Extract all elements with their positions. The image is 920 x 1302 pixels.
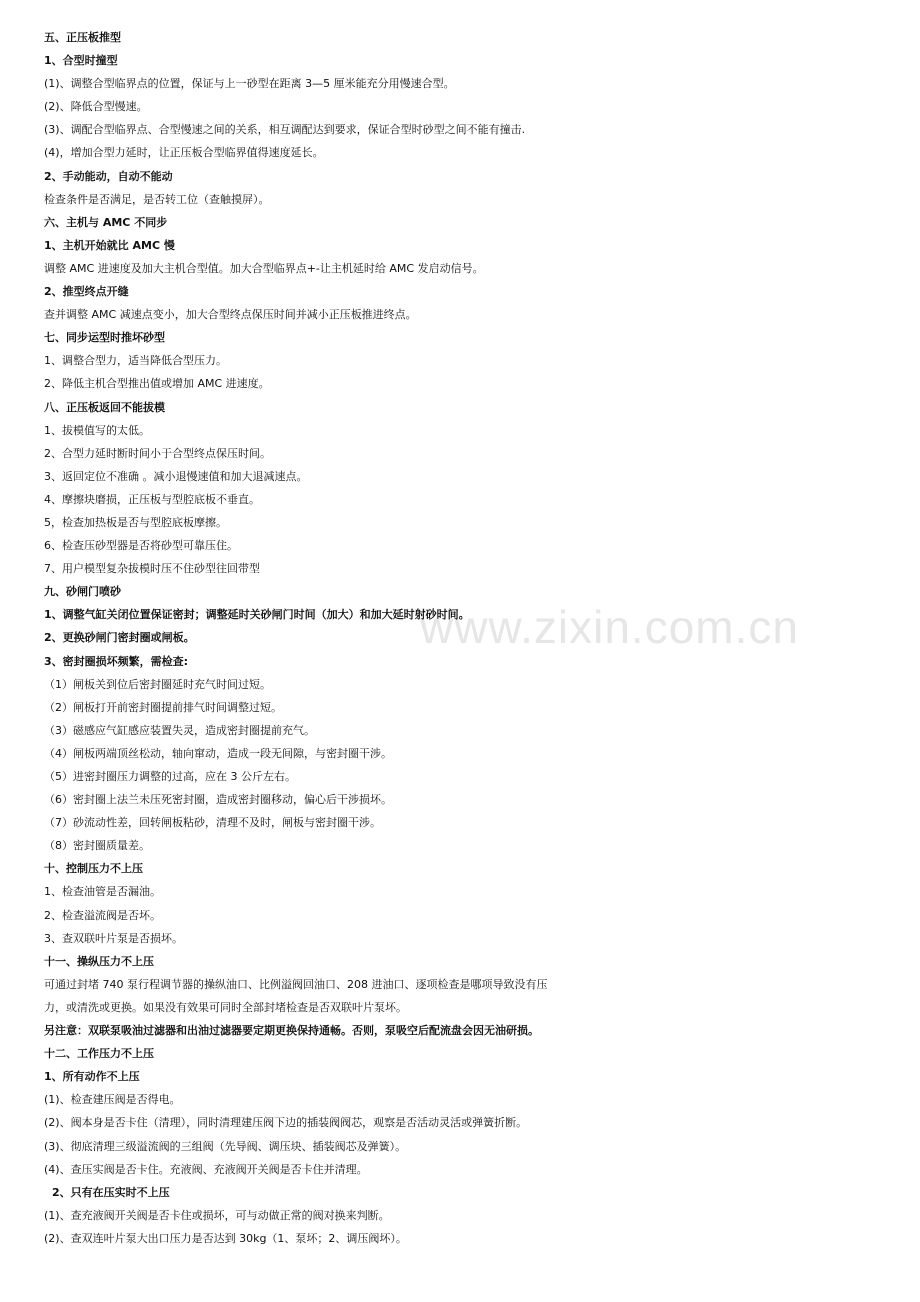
watermark: www.zixin.com.cn	[420, 601, 799, 653]
section-heading: 七、同步运型时推坏砂型	[44, 331, 165, 345]
text-line: （7）砂流动性差，回转闸板粘砂，清理不及时，闸板与密封圈干涉。	[44, 816, 381, 830]
section-heading: 六、主机与 AMC 不同步	[44, 215, 168, 229]
text-line: (4)、查压实阀是否卡住。充液阀、充液阀开关阀是否卡住并清理。	[44, 1162, 368, 1176]
section-heading: 五、正压板推型	[44, 31, 121, 44]
text-line: （1）闸板关到位后密封圈延时充气时间过短。	[44, 677, 271, 691]
text-line: (3)、彻底清理三级溢流阀的三组阀（先导阀、调压块、插装阀芯及弹簧）。	[44, 1139, 407, 1153]
section-heading: 2、手动能动，自动不能动	[44, 169, 173, 183]
section-heading: 3、密封圈损坏频繁，需检查:	[44, 654, 189, 668]
text-line: 检查条件是否满足，是否转工位（查触摸屏）。	[44, 192, 270, 206]
text-line: （2）闸板打开前密封圈提前排气时间调整过短。	[44, 700, 282, 714]
section-heading: 2、推型终点开缝	[44, 285, 129, 299]
text-line: （4）闸板两端顶丝松动，轴向窜动，造成一段无间隙，与密封圈干涉。	[44, 746, 392, 760]
text-line: 1、拔模值写的太低。	[44, 423, 150, 437]
section-heading: 另注意：双联泵吸油过滤器和出油过滤器要定期更换保持通畅。否则，泵吸空后配流盘会因无油研损。	[44, 1024, 539, 1038]
text-line: (2)、降低合型慢速。	[44, 100, 148, 114]
text-line: (2)、阀本身是否卡住（清理），同时清理建压阀下边的插装阀阀芯，观察是否活动灵活或弹簧折断。	[44, 1116, 528, 1130]
section-heading: 2、更换砂闸门密封圈或闸板。	[44, 631, 195, 645]
text-line: （3）磁感应气缸感应装置失灵，造成密封圈提前充气。	[44, 723, 315, 737]
text-line: (1)、调整合型临界点的位置，保证与上一砂型在距离 3—5 厘米能充分用慢速合型。	[44, 77, 455, 91]
section-heading: 十一、操纵压力不上压	[44, 954, 154, 968]
text-line: 1、检查油管是否漏油。	[44, 885, 161, 899]
text-line: (4)，增加合型力延时，让正压板合型临界值得速度延长。	[44, 146, 324, 160]
text-line: 2、降低主机合型推出值或增加 AMC 进速度。	[44, 377, 270, 391]
text-line: 力，或清洗或更换。如果没有效果可同时全部封堵检查是否双联叶片泵坏。	[44, 1000, 407, 1014]
text-line: 2、检查溢流阀是否坏。	[44, 908, 161, 922]
text-line: 1、调整合型力，适当降低合型压力。	[44, 354, 227, 368]
text-line: 3、查双联叶片泵是否损坏。	[44, 931, 183, 945]
section-heading: 1、所有动作不上压	[44, 1070, 140, 1084]
text-line: (1)、检查建压阀是否得电。	[44, 1093, 181, 1107]
text-line: 可通过封堵 740 泵行程调节器的操纵油口、比例溢阀回油口、208 进油口、逐项检查是哪项导致没有压	[44, 977, 548, 991]
text-line: (3)、调配合型临界点、合型慢速之间的关系，相互调配达到要求，保证合型时砂型之间不能有撞击.	[44, 123, 526, 137]
text-line: 2、合型力延时断时间小于合型终点保压时间。	[44, 446, 271, 460]
section-heading: 九、砂闸门喷砂	[44, 585, 121, 599]
section-heading: 八、正压板返回不能拔模	[44, 400, 165, 414]
text-line: 4、摩擦块磨损，正压板与型腔底板不垂直。	[44, 492, 260, 506]
section-heading: 1、主机开始就比 AMC 慢	[44, 238, 175, 252]
text-line: 查并调整 AMC 减速点变小，加大合型终点保压时间并减小正压板推进终点。	[44, 308, 417, 322]
section-heading: 十二、工作压力不上压	[44, 1047, 154, 1061]
text-line: 7、用户模型复杂拔模时压不住砂型往回带型	[44, 562, 260, 576]
text-line: 5，检查加热板是否与型腔底板摩擦。	[44, 515, 227, 529]
document-page	[44, 26, 884, 1250]
text-line: 3、返回定位不准确 。减小退慢速值和加大退减速点。	[44, 469, 308, 483]
text-line: （6）密封圈上法兰未压死密封圈，造成密封圈移动，偏心后干涉损坏。	[44, 793, 392, 807]
section-heading: 2、只有在压实时不上压	[52, 1185, 170, 1199]
section-heading: 1、调整气缸关闭位置保证密封；调整延时关砂闸门时间（加大）和加大延时射砂时间。	[44, 608, 470, 622]
text-line: （5）进密封圈压力调整的过高，应在 3 公斤左右。	[44, 770, 296, 783]
text-line: （8）密封圈质量差。	[44, 839, 150, 853]
text-line: 6、检查压砂型器是否将砂型可靠压住。	[44, 539, 238, 553]
section-heading: 1、合型时撞型	[44, 54, 118, 68]
text-line: (1)、查充液阀开关阀是否卡住或损坏，可与动做正常的阀对换来判断。	[44, 1208, 390, 1222]
text-line: 调整 AMC 进速度及加大主机合型值。加大合型临界点+-让主机延时给 AMC 发启动信号。	[44, 261, 484, 275]
text-line: (2)、查双连叶片泵大出口压力是否达到 30kg（1、泵坏；2、调压阀坏）。	[44, 1231, 407, 1245]
section-heading: 十、控制压力不上压	[44, 862, 143, 876]
